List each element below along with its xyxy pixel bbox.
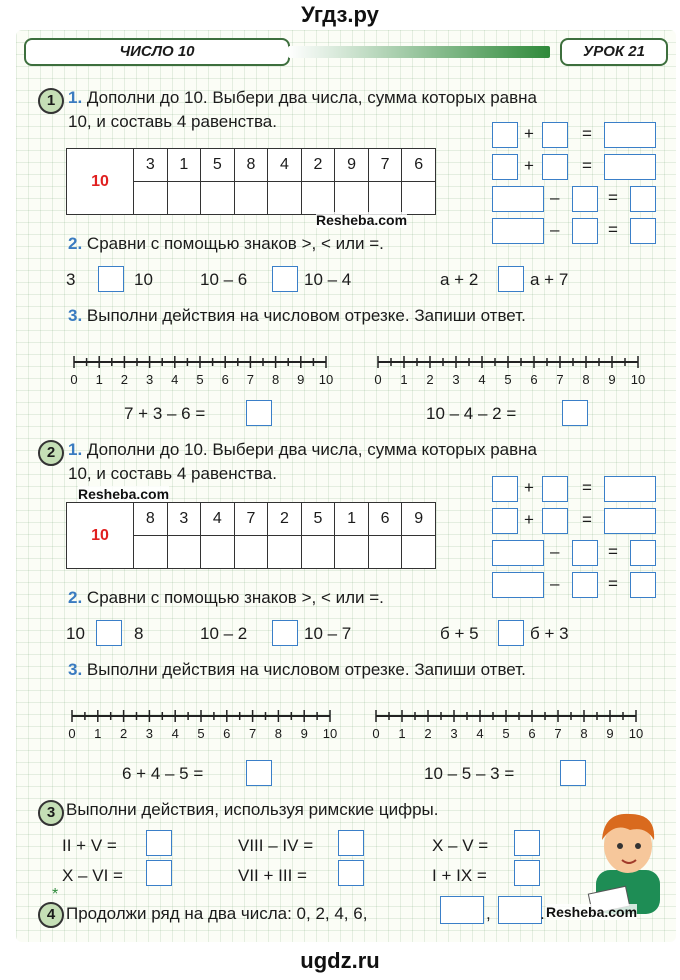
answer-box[interactable] (338, 830, 364, 856)
period-sep: . (540, 904, 545, 923)
task-2-compare-instruction (68, 588, 384, 608)
tick-label: 8 (582, 372, 590, 387)
compare-left: б + 5 (440, 624, 479, 643)
table-cell: 2 (268, 503, 302, 536)
watermark: Resheba.com (316, 212, 408, 228)
equation-box[interactable] (542, 508, 568, 534)
tick-label: 0 (372, 726, 380, 741)
answer-cell[interactable] (402, 182, 436, 215)
series-answer-box[interactable] (498, 896, 542, 924)
answer-cell[interactable] (268, 536, 302, 569)
tick-label: 7 (556, 372, 564, 387)
equation-box[interactable] (492, 218, 544, 244)
answer-cell[interactable] (134, 536, 168, 569)
instruction-text: Выполни действия на числовом отрезке. Запиши ответ. (86, 306, 526, 325)
roman-expression: VIII – IV = (238, 836, 314, 855)
minus-sign: – (550, 188, 560, 207)
task-1-compare-instruction (68, 234, 384, 254)
task-1-instruction-line2: 10, и составь 4 равенства. (68, 112, 277, 131)
tick-label: 10 (628, 726, 644, 741)
tick-label: 0 (374, 372, 382, 387)
equals-sign: = (608, 220, 618, 239)
instruction-text: Сравни с помощью знаков >, < или =. (86, 588, 384, 607)
instruction-text: Дополни до 10. Выбери два числа, сумма которых равна (86, 88, 537, 107)
compare-left: 10 – 6 (200, 270, 248, 289)
lesson-header: УРОК 21 (560, 38, 668, 66)
table-cell: 5 (301, 503, 335, 536)
series-answer-box[interactable] (440, 896, 484, 924)
tick-label: 3 (452, 372, 460, 387)
tick-label: 9 (297, 372, 305, 387)
table-cell: 9 (335, 149, 369, 182)
site-title-top: Угдз.ру (301, 2, 379, 27)
tick-label: 6 (221, 372, 229, 387)
tick-label: 10 (322, 726, 338, 741)
table-cell: 4 (268, 149, 302, 182)
answer-cell[interactable] (368, 536, 402, 569)
number-line-axis (372, 354, 644, 370)
roman-expression: I + IX = (432, 866, 487, 885)
table-cell: 1 (167, 149, 201, 182)
tick-label: 7 (554, 726, 562, 741)
task-3-instruction: Выполни действия, используя римские цифры. (66, 800, 439, 819)
site-title-bottom: ugdz.ru (300, 948, 380, 973)
tick-label: 9 (606, 726, 614, 741)
table-cell: 9 (402, 503, 436, 536)
comma-sep: , (486, 904, 491, 923)
equals-sign: = (582, 124, 592, 143)
compare-left: 10 (66, 624, 85, 643)
equals-sign: = (582, 510, 592, 529)
compare-box[interactable] (498, 620, 524, 646)
task-2-instruction-line2: 10, и составь 4 равенства. (68, 464, 277, 483)
table-cell: 6 (402, 149, 436, 182)
answer-cell[interactable] (201, 536, 235, 569)
answer-cell[interactable] (167, 182, 201, 215)
subtask-number: 2. (68, 588, 83, 607)
equation-box[interactable] (492, 186, 544, 212)
compare-box[interactable] (498, 266, 524, 292)
tick-label: 5 (197, 726, 205, 741)
task-2-number: 2 (38, 440, 64, 466)
table-cell: 1 (335, 503, 369, 536)
answer-box[interactable] (338, 860, 364, 886)
compare-right: 10 – 4 (304, 270, 352, 289)
tick-label: 5 (504, 372, 512, 387)
watermark: Resheba.com (546, 904, 638, 920)
compare-box[interactable] (98, 266, 124, 292)
tick-label: 7 (246, 372, 255, 387)
tick-label: 3 (145, 372, 154, 387)
compare-left: 10 – 2 (200, 624, 248, 643)
compare-right: 10 – 7 (304, 624, 352, 643)
tick-label: 8 (580, 726, 588, 741)
tick-label: 4 (478, 372, 486, 387)
answer-box[interactable] (560, 760, 586, 786)
answer-box[interactable] (514, 830, 540, 856)
answer-cell[interactable] (167, 536, 201, 569)
roman-expression: X – VI = (62, 866, 123, 885)
expression-left: 6 + 4 – 5 = (122, 764, 204, 783)
tick-label: 9 (608, 372, 616, 387)
header-decor-bar (288, 46, 550, 58)
equation-box[interactable] (492, 540, 544, 566)
compare-right: а + 7 (530, 270, 569, 289)
equation-result-box[interactable] (604, 154, 656, 180)
tick-label: 4 (171, 726, 179, 741)
equation-result-box[interactable] (630, 540, 656, 566)
table-cell: 7 (234, 503, 268, 536)
equation-result-box[interactable] (604, 508, 656, 534)
answer-cell[interactable] (134, 182, 168, 215)
answer-box[interactable] (514, 860, 540, 886)
tick-label: 1 (400, 372, 408, 387)
answer-cell[interactable] (201, 182, 235, 215)
tick-label: 0 (70, 372, 78, 387)
answer-cell[interactable] (368, 182, 402, 215)
equation-box[interactable] (492, 154, 518, 180)
task-1-numberline-instruction (68, 306, 526, 326)
compare-left: 3 (66, 270, 76, 289)
tick-label: 1 (95, 372, 103, 387)
answer-cell[interactable] (402, 536, 436, 569)
tick-label: 1 (398, 726, 406, 741)
tick-label: 3 (450, 726, 458, 741)
equation-box[interactable] (492, 476, 518, 502)
subtask-number: 1. (68, 440, 83, 459)
equals-sign: = (608, 574, 618, 593)
tick-label: 10 (630, 372, 646, 387)
compare-box[interactable] (272, 266, 298, 292)
answer-box[interactable] (146, 830, 172, 856)
answer-box[interactable] (562, 400, 588, 426)
star-icon: * (52, 886, 59, 903)
answer-cell[interactable] (268, 182, 302, 215)
subtask-number: 1. (68, 88, 83, 107)
equation-box[interactable] (572, 540, 598, 566)
tick-label: 0 (68, 726, 76, 741)
tick-label: 8 (274, 726, 283, 741)
equals-sign: = (582, 478, 592, 497)
tick-label: 5 (502, 726, 510, 741)
subtask-number: 2. (68, 234, 83, 253)
tick-label: 2 (424, 726, 432, 741)
table-cell: 3 (167, 503, 201, 536)
tick-label: 2 (120, 372, 129, 387)
task-1-number: 1 (38, 88, 64, 114)
topic-header: ЧИСЛО 10 (24, 38, 290, 66)
equation-result-box[interactable] (630, 218, 656, 244)
minus-sign: – (550, 542, 560, 561)
tick-label: 4 (171, 372, 179, 387)
table-cell: 5 (201, 149, 235, 182)
equation-result-box[interactable] (630, 186, 656, 212)
tick-label: 6 (223, 726, 231, 741)
answer-box[interactable] (146, 860, 172, 886)
tick-label: 9 (300, 726, 308, 741)
tick-label: 5 (196, 372, 204, 387)
equation-box[interactable] (492, 508, 518, 534)
workbook-page (16, 30, 676, 942)
boy-illustration (586, 804, 670, 914)
tick-label: 2 (426, 372, 434, 387)
expression-right: 10 – 5 – 3 = (424, 764, 515, 783)
compare-right: б + 3 (530, 624, 569, 643)
number-line-axis (68, 354, 332, 370)
instruction-text: Дополни до 10. Выбери два числа, сумма которых равна (86, 440, 537, 459)
equals-sign: = (608, 542, 618, 561)
task-2-instruction-line1 (68, 440, 537, 460)
tick-label: 1 (94, 726, 102, 741)
plus-sign: + (524, 510, 534, 529)
tick-label: 10 (318, 372, 334, 387)
table-cell: 2 (301, 149, 335, 182)
minus-sign: – (550, 574, 560, 593)
equation-result-box[interactable] (604, 122, 656, 148)
tick-label: 7 (248, 726, 257, 741)
tick-label: 2 (119, 726, 128, 741)
equation-box[interactable] (572, 186, 598, 212)
answer-cell[interactable] (335, 536, 369, 569)
task-3-number: 3 (38, 800, 64, 826)
equation-result-box[interactable] (604, 476, 656, 502)
compare-right: 10 (134, 270, 153, 289)
plus-sign: + (524, 478, 534, 497)
equals-sign: = (608, 188, 618, 207)
table-cell: 8 (234, 149, 268, 182)
task-4-number: 4 (38, 902, 64, 928)
equation-box[interactable] (572, 572, 598, 598)
tick-label: 6 (530, 372, 538, 387)
minus-sign: – (550, 220, 560, 239)
task-2-number-table (66, 502, 436, 569)
equation-box[interactable] (542, 122, 568, 148)
subtask-number: 3. (68, 306, 83, 325)
task-2-numberline-instruction (68, 660, 526, 680)
table-target-number: 10 (67, 503, 134, 569)
instruction-text: Сравни с помощью знаков >, < или =. (86, 234, 384, 253)
answer-cell[interactable] (234, 182, 268, 215)
equation-box[interactable] (492, 122, 518, 148)
answer-cell[interactable] (234, 536, 268, 569)
equation-box[interactable] (492, 572, 544, 598)
compare-box[interactable] (272, 620, 298, 646)
watermark: Resheba.com (78, 486, 170, 502)
equation-result-box[interactable] (630, 572, 656, 598)
task-4-instruction: Продолжи ряд на два числа: 0, 2, 4, 6, (66, 904, 368, 923)
table-cell: 4 (201, 503, 235, 536)
plus-sign: + (524, 124, 534, 143)
compare-right: 8 (134, 624, 144, 643)
tick-label: 6 (528, 726, 536, 741)
plus-sign: + (524, 156, 534, 175)
tick-label: 4 (476, 726, 484, 741)
answer-box[interactable] (246, 760, 272, 786)
number-line-axis (66, 708, 336, 724)
subtask-number: 3. (68, 660, 83, 679)
equation-box[interactable] (542, 476, 568, 502)
table-target-number: 10 (67, 149, 134, 215)
answer-box[interactable] (246, 400, 272, 426)
compare-box[interactable] (96, 620, 122, 646)
answer-cell[interactable] (301, 182, 335, 215)
table-cell: 6 (368, 503, 402, 536)
tick-label: 8 (271, 372, 280, 387)
compare-left: а + 2 (440, 270, 479, 289)
task-1-instruction-line1 (68, 88, 537, 108)
instruction-text: Выполни действия на числовом отрезке. Запиши ответ. (86, 660, 526, 679)
table-cell: 3 (134, 149, 168, 182)
table-cell: 7 (368, 149, 402, 182)
roman-expression: II + V = (62, 836, 117, 855)
tick-label: 3 (145, 726, 154, 741)
number-line-axis (370, 708, 642, 724)
answer-cell[interactable] (335, 182, 369, 215)
answer-cell[interactable] (301, 536, 335, 569)
expression-left: 7 + 3 – 6 = (124, 404, 206, 423)
task-1-number-table (66, 148, 436, 215)
table-cell: 8 (134, 503, 168, 536)
equation-box[interactable] (572, 218, 598, 244)
equation-box[interactable] (542, 154, 568, 180)
equals-sign: = (582, 156, 592, 175)
roman-expression: X – V = (432, 836, 489, 855)
expression-right: 10 – 4 – 2 = (426, 404, 517, 423)
roman-expression: VII + III = (238, 866, 307, 885)
